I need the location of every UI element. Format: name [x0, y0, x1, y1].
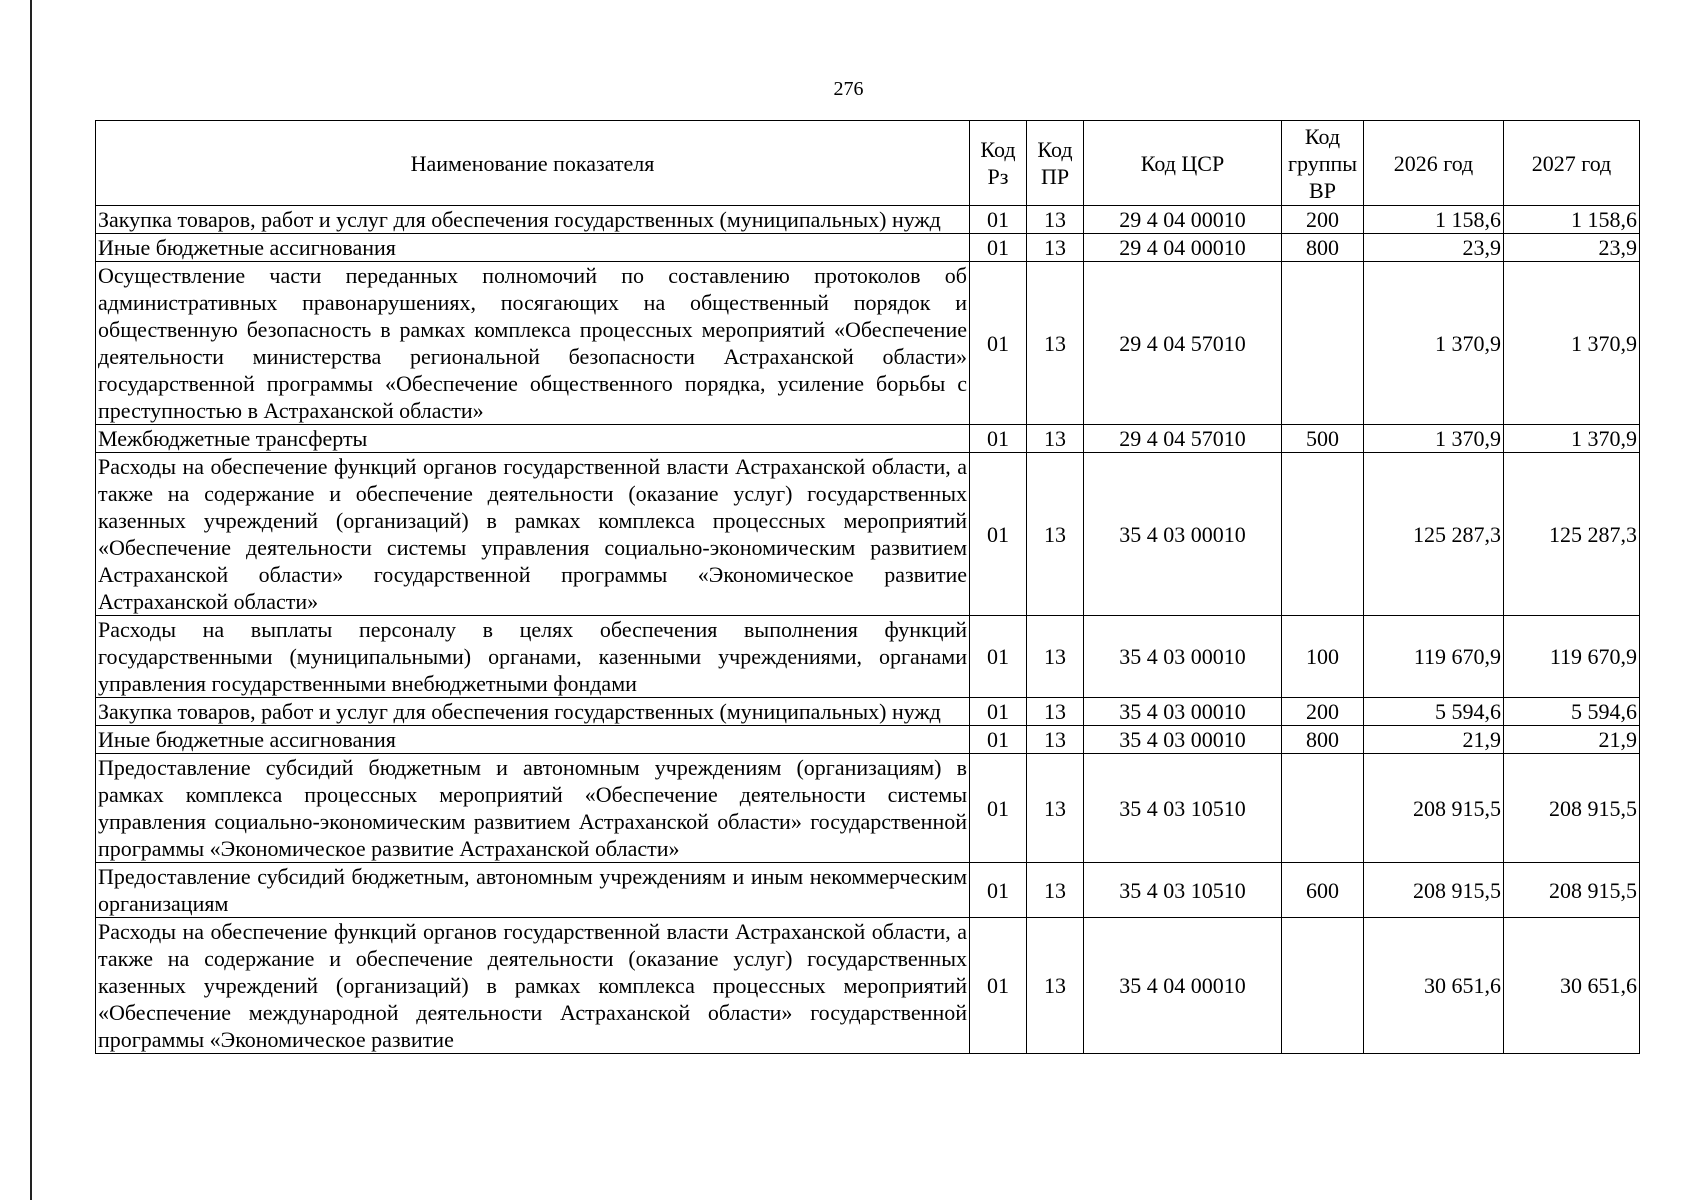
cell-rz: 01 — [970, 453, 1027, 616]
cell-pr: 13 — [1027, 262, 1084, 425]
cell-vr: 800 — [1282, 234, 1364, 262]
cell-vr — [1282, 918, 1364, 1054]
cell-y2026: 125 287,3 — [1364, 453, 1504, 616]
table-row — [96, 425, 1640, 453]
cell-y2027: 5 594,6 — [1504, 698, 1640, 726]
table-row — [96, 262, 1640, 425]
cell-name: Предоставление субсидий бюджетным, автономным учреждениям и иным некоммерческим организациям — [96, 863, 970, 918]
cell-vr: 800 — [1282, 726, 1364, 754]
cell-csr: 29 4 04 57010 — [1084, 425, 1282, 453]
cell-y2027: 125 287,3 — [1504, 453, 1640, 616]
header-2027: 2027 год — [1504, 121, 1640, 206]
table-row — [96, 698, 1640, 726]
cell-y2026: 30 651,6 — [1364, 918, 1504, 1054]
cell-y2027: 21,9 — [1504, 726, 1640, 754]
table-row — [96, 234, 1640, 262]
cell-y2027: 1 370,9 — [1504, 262, 1640, 425]
cell-pr: 13 — [1027, 616, 1084, 698]
cell-y2026: 1 158,6 — [1364, 206, 1504, 234]
cell-y2026: 208 915,5 — [1364, 863, 1504, 918]
cell-rz: 01 — [970, 863, 1027, 918]
cell-vr: 100 — [1282, 616, 1364, 698]
table-row — [96, 616, 1640, 698]
cell-csr: 35 4 04 00010 — [1084, 918, 1282, 1054]
cell-y2026: 1 370,9 — [1364, 425, 1504, 453]
cell-y2026: 5 594,6 — [1364, 698, 1504, 726]
cell-y2027: 23,9 — [1504, 234, 1640, 262]
cell-pr: 13 — [1027, 863, 1084, 918]
cell-vr: 500 — [1282, 425, 1364, 453]
cell-csr: 29 4 04 00010 — [1084, 234, 1282, 262]
cell-pr: 13 — [1027, 453, 1084, 616]
cell-y2027: 30 651,6 — [1504, 918, 1640, 1054]
cell-csr: 35 4 03 00010 — [1084, 726, 1282, 754]
cell-rz: 01 — [970, 698, 1027, 726]
cell-y2027: 119 670,9 — [1504, 616, 1640, 698]
header-rz: Код Рз — [970, 121, 1027, 206]
cell-y2027: 1 158,6 — [1504, 206, 1640, 234]
header-vr: Код группы ВР — [1282, 121, 1364, 206]
cell-pr: 13 — [1027, 425, 1084, 453]
cell-vr: 200 — [1282, 698, 1364, 726]
cell-y2026: 1 370,9 — [1364, 262, 1504, 425]
cell-y2027: 208 915,5 — [1504, 863, 1640, 918]
cell-rz: 01 — [970, 754, 1027, 863]
cell-vr — [1282, 754, 1364, 863]
table-row — [96, 754, 1640, 863]
cell-csr: 35 4 03 00010 — [1084, 616, 1282, 698]
cell-vr — [1282, 453, 1364, 616]
page-number: 276 — [833, 78, 864, 100]
cell-rz: 01 — [970, 918, 1027, 1054]
header-pr: Код ПР — [1027, 121, 1084, 206]
cell-rz: 01 — [970, 262, 1027, 425]
cell-name: Закупка товаров, работ и услуг для обеспечения государственных (муниципальных) нужд — [96, 698, 970, 726]
cell-csr: 35 4 03 00010 — [1084, 453, 1282, 616]
cell-csr: 35 4 03 10510 — [1084, 754, 1282, 863]
cell-y2026: 119 670,9 — [1364, 616, 1504, 698]
table-row — [96, 453, 1640, 616]
cell-pr: 13 — [1027, 698, 1084, 726]
cell-csr: 29 4 04 57010 — [1084, 262, 1282, 425]
cell-pr: 13 — [1027, 234, 1084, 262]
cell-rz: 01 — [970, 616, 1027, 698]
header-csr: Код ЦСР — [1084, 121, 1282, 206]
cell-y2026: 21,9 — [1364, 726, 1504, 754]
cell-csr: 29 4 04 00010 — [1084, 206, 1282, 234]
cell-name: Предоставление субсидий бюджетным и автономным учреждениям (организациям) в рамках комплекса процессных мероприятий «Обеспечение деятельности системы управления социально-экономическим развитием Астраханской области» государственной программы «Экономическое развитие Астраханской области» — [96, 754, 970, 863]
cell-name: Иные бюджетные ассигнования — [96, 234, 970, 262]
table-row — [96, 918, 1640, 1054]
cell-pr: 13 — [1027, 918, 1084, 1054]
cell-csr: 35 4 03 10510 — [1084, 863, 1282, 918]
cell-name: Межбюджетные трансферты — [96, 425, 970, 453]
table-body — [96, 206, 1640, 1054]
page-margin-rule — [30, 0, 32, 1200]
cell-pr: 13 — [1027, 754, 1084, 863]
cell-csr: 35 4 03 00010 — [1084, 698, 1282, 726]
cell-vr: 200 — [1282, 206, 1364, 234]
cell-pr: 13 — [1027, 206, 1084, 234]
budget-table — [95, 120, 1640, 1054]
cell-name: Расходы на обеспечение функций органов государственной власти Астраханской области, а также на содержание и обеспечение деятельности (оказание услуг) государственных казенных учреждений (организаций) в рамках комплекса процессных мероприятий «Обеспечение деятельности системы управления социально-экономическим развитием Астраханской области» государственной программы «Экономическое развитие Астраханской области» — [96, 453, 970, 616]
cell-y2026: 208 915,5 — [1364, 754, 1504, 863]
cell-rz: 01 — [970, 206, 1027, 234]
header-name: Наименование показателя — [96, 121, 970, 206]
cell-name: Закупка товаров, работ и услуг для обеспечения государственных (муниципальных) нужд — [96, 206, 970, 234]
cell-name: Расходы на выплаты персоналу в целях обеспечения выполнения функций государственными (муниципальными) органами, казенными учреждениями, органами управления государственными внебюджетными фондами — [96, 616, 970, 698]
cell-rz: 01 — [970, 726, 1027, 754]
cell-rz: 01 — [970, 425, 1027, 453]
table-row — [96, 206, 1640, 234]
cell-vr — [1282, 262, 1364, 425]
cell-vr: 600 — [1282, 863, 1364, 918]
cell-y2027: 208 915,5 — [1504, 754, 1640, 863]
cell-y2027: 1 370,9 — [1504, 425, 1640, 453]
cell-name: Осуществление части переданных полномочий по составлению протоколов об административных правонарушениях, посягающих на общественный порядок и общественную безопасность в рамках комплекса процессных мероприятий «Обеспечение деятельности министерства региональной безопасности Астраханской области» государственной программы «Обеспечение общественного порядка, усиление борьбы с преступностью в Астраханской области» — [96, 262, 970, 425]
cell-name: Иные бюджетные ассигнования — [96, 726, 970, 754]
cell-rz: 01 — [970, 234, 1027, 262]
cell-pr: 13 — [1027, 726, 1084, 754]
table-row — [96, 863, 1640, 918]
cell-name: Расходы на обеспечение функций органов государственной власти Астраханской области, а также на содержание и обеспечение деятельности (оказание услуг) государственных казенных учреждений (организаций) в рамках комплекса процессных мероприятий «Обеспечение международной деятельности Астраханской области» государственной программы «Экономическое развитие — [96, 918, 970, 1054]
table-row — [96, 726, 1640, 754]
header-2026: 2026 год — [1364, 121, 1504, 206]
cell-y2026: 23,9 — [1364, 234, 1504, 262]
table-header-row — [96, 121, 1640, 206]
